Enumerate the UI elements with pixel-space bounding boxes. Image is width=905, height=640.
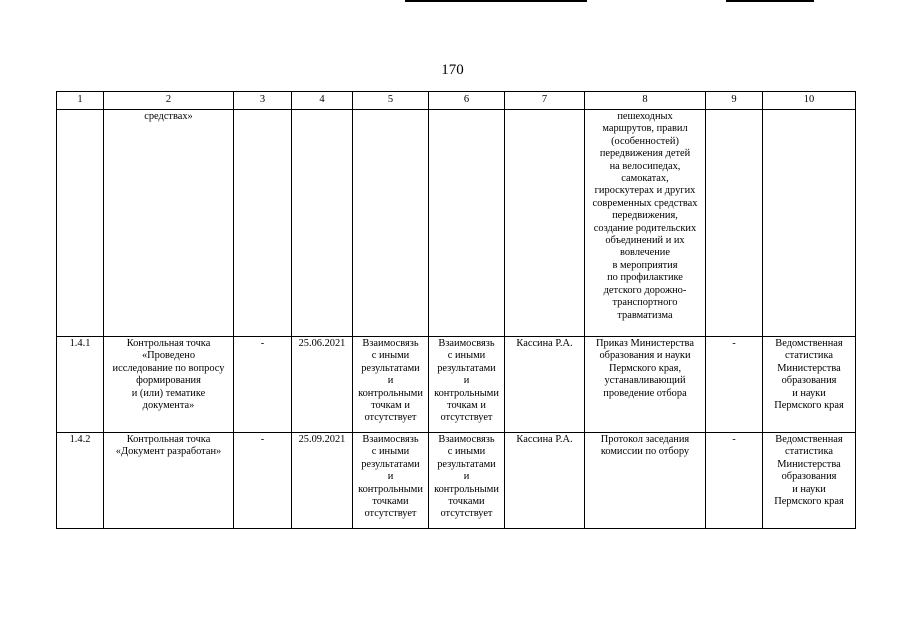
result-document: пешеходных маршрутов, правил (особенностей) передвижения детей на велосипедах, самокатах, гироскутерах и других современных средствах передвижения, создание родительских объединений и их вовлечение в мероприятия по профилактике детского дорожно- транспортного травматизма bbox=[585, 110, 706, 337]
column-9-value bbox=[706, 110, 763, 337]
due-date: 25.06.2021 bbox=[292, 337, 353, 433]
result-document: Приказ Министерства образования и науки Пермского края, устанавливающий проведение отбора bbox=[585, 337, 706, 433]
column-number: 3 bbox=[234, 92, 292, 110]
item-name: средствах» bbox=[104, 110, 234, 337]
item-number: 1.4.1 bbox=[57, 337, 104, 433]
column-6-value bbox=[429, 110, 505, 337]
column-5-value: Взаимосвязь с иными результатами и контрольными точками отсутствует bbox=[353, 433, 429, 529]
item-number: 1.4.2 bbox=[57, 433, 104, 529]
column-number: 7 bbox=[505, 92, 585, 110]
responsible-person: Кассина Р.А. bbox=[505, 433, 585, 529]
page-number: 170 bbox=[441, 62, 464, 78]
data-source: Ведомственная статистика Министерства образования и науки Пермского края bbox=[763, 433, 856, 529]
column-5-value: Взаимосвязь с иными результатами и контрольными точкам и отсутствует bbox=[353, 337, 429, 433]
table-row bbox=[57, 337, 856, 433]
due-date: 25.09.2021 bbox=[292, 433, 353, 529]
column-number-row bbox=[57, 92, 856, 110]
table-row bbox=[57, 433, 856, 529]
data-source bbox=[763, 110, 856, 337]
result-document: Протокол заседания комиссии по отбору bbox=[585, 433, 706, 529]
column-6-value: Взаимосвязь с иными результатами и контрольными точками отсутствует bbox=[429, 433, 505, 529]
plan-table bbox=[56, 91, 856, 529]
item-name: Контрольная точка «Документ разработан» bbox=[104, 433, 234, 529]
column-number: 10 bbox=[763, 92, 856, 110]
column-number: 9 bbox=[706, 92, 763, 110]
column-3-value: - bbox=[234, 337, 292, 433]
column-9-value: - bbox=[706, 433, 763, 529]
responsible-person bbox=[505, 110, 585, 337]
item-name: Контрольная точка «Проведено исследование по вопросу формирования и (или) тематике документа» bbox=[104, 337, 234, 433]
scan-artifact-line bbox=[405, 0, 587, 2]
column-6-value: Взаимосвязь с иными результатами и контрольными точкам и отсутствует bbox=[429, 337, 505, 433]
column-number: 1 bbox=[57, 92, 104, 110]
column-number: 4 bbox=[292, 92, 353, 110]
column-number: 8 bbox=[585, 92, 706, 110]
column-3-value bbox=[234, 110, 292, 337]
item-number bbox=[57, 110, 104, 337]
column-number: 6 bbox=[429, 92, 505, 110]
column-number: 5 bbox=[353, 92, 429, 110]
table-row bbox=[57, 110, 856, 337]
column-9-value: - bbox=[706, 337, 763, 433]
data-source: Ведомственная статистика Министерства образования и науки Пермского края bbox=[763, 337, 856, 433]
due-date bbox=[292, 110, 353, 337]
column-number: 2 bbox=[104, 92, 234, 110]
column-5-value bbox=[353, 110, 429, 337]
scan-artifact-line bbox=[726, 0, 814, 2]
column-3-value: - bbox=[234, 433, 292, 529]
responsible-person: Кассина Р.А. bbox=[505, 337, 585, 433]
